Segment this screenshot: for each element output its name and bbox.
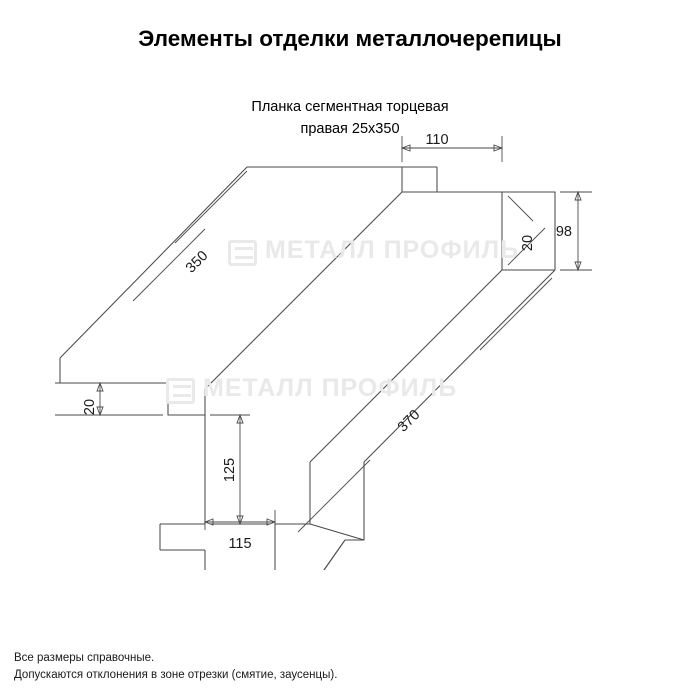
product-name-line2: правая 25х350 (300, 121, 400, 137)
watermark-text: МЕТАЛЛ ПРОФИЛЬ (203, 374, 458, 402)
watermark-1 (228, 236, 519, 265)
dimension-115-label: 115 (228, 536, 252, 552)
dimension-20-left (55, 383, 163, 415)
technical-drawing (0, 130, 700, 570)
drawing-svg (0, 130, 700, 570)
dimension-20-left-label: 20 (82, 398, 98, 416)
footnotes (14, 650, 337, 684)
watermark-text: МЕТАЛЛ ПРОФИЛЬ (265, 236, 520, 264)
dimension-125-label: 125 (222, 457, 238, 483)
brand-logo-icon (166, 377, 196, 401)
page-title: Элементы отделки металлочерепицы (138, 26, 562, 51)
watermark-2 (166, 374, 457, 403)
dimension-98-label: 98 (555, 224, 572, 240)
dimension-110 (402, 132, 502, 162)
dimension-20-right-label: 20 (520, 234, 536, 252)
footnote-line1: Все размеры справочные. (14, 652, 155, 664)
footnote-line2: Допускаются отклонения в зоне отрезки (смятие, заусенцы). (14, 669, 338, 681)
brand-logo-icon (228, 239, 258, 263)
dimension-110-label: 110 (425, 132, 449, 148)
dimension-125 (210, 415, 270, 524)
product-name-line1: Планка сегментная торцевая (251, 99, 449, 115)
dimension-370-label: 370 (394, 406, 424, 436)
dimension-350-label: 350 (182, 247, 212, 277)
dimension-370 (298, 278, 552, 532)
upper-segment-outline (60, 167, 555, 462)
dimension-98 (556, 192, 592, 270)
